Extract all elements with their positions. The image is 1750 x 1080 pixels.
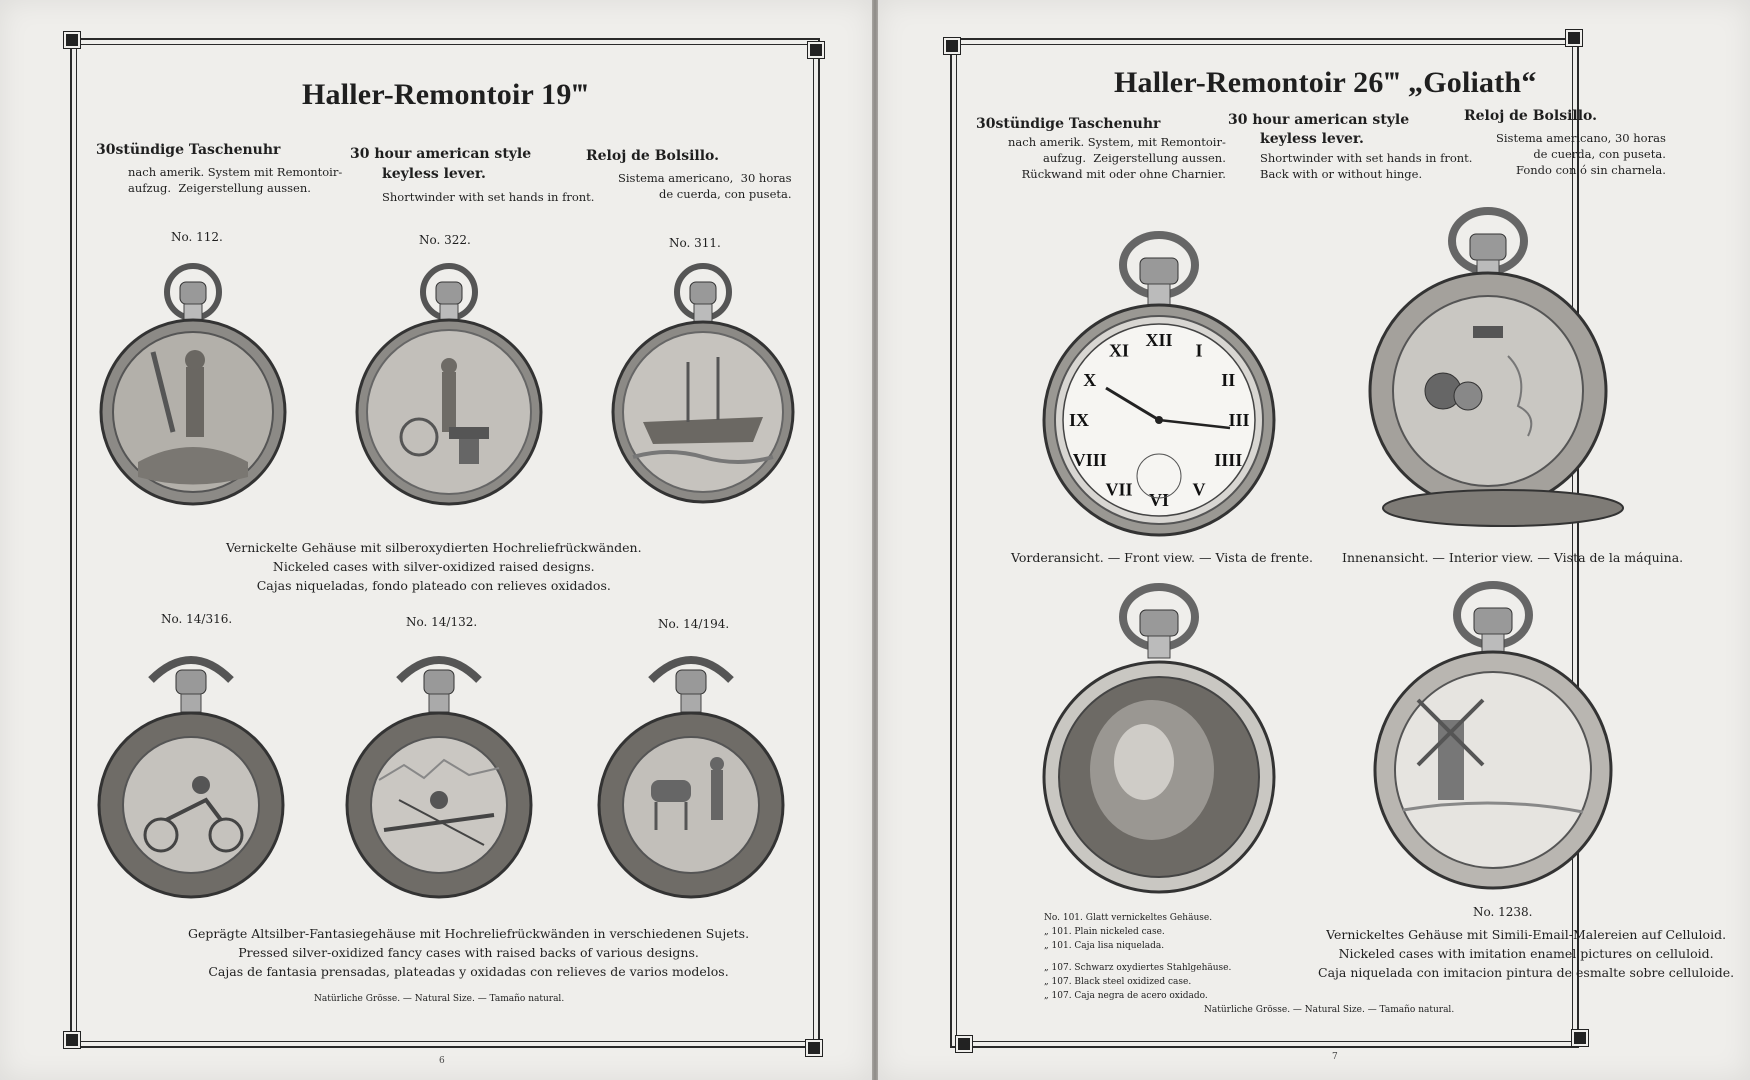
dial-numeral: II: [1221, 370, 1236, 390]
column-heading-english: 30 hour american style: [1228, 112, 1410, 128]
page-number: 6: [439, 1056, 445, 1066]
page-number: 7: [1332, 1052, 1338, 1062]
dial-numeral: XII: [1145, 330, 1173, 350]
pocket-watch-motorcyclist: [96, 640, 286, 910]
pocket-watch-plain-case: [1034, 582, 1284, 902]
corner-ornament: [64, 1032, 80, 1048]
list-item: „ 101. Plain nickeled case.: [1044, 927, 1165, 937]
list-item: „ 101. Caja lisa niquelada.: [1044, 941, 1165, 951]
corner-ornament: [806, 1040, 822, 1056]
dial-numeral: VI: [1148, 490, 1170, 510]
corner-ornament: [956, 1036, 972, 1052]
dial-numeral: VII: [1105, 479, 1133, 500]
item-number: No. 311.: [669, 236, 721, 250]
item-number: No. 14/194.: [658, 617, 730, 631]
item-number: No. 14/316.: [161, 612, 233, 626]
item-number: No. 14/132.: [406, 615, 478, 629]
list-item: „ 107. Caja negra de acero oxidado.: [1044, 991, 1208, 1001]
enamel-case-caption: Vernickeltes Gehäuse mit Simili-Email-Malereien auf Celluloid. Nickeled cases with imitation enamel pictures on celluloid. Caja niquelada con imitacion pintura de esmalte sobre celluloide.: [1318, 927, 1735, 980]
interior-view-caption: Innenansicht. — Interior view. — Vista de la máquina.: [1342, 550, 1684, 565]
catalog-page-right: [878, 0, 1750, 1080]
column-subheading-english: keyless lever.: [382, 166, 486, 182]
item-number: No. 112.: [171, 230, 223, 244]
column-heading-english: 30 hour american style: [350, 146, 532, 162]
column-heading-spanish: Reloj de Bolsillo.: [1464, 108, 1597, 124]
item-number: No. 1238.: [1473, 905, 1533, 919]
list-item: „ 107. Schwarz oxydiertes Stahlgehäuse.: [1044, 963, 1232, 973]
corner-ornament: [944, 38, 960, 54]
column-heading-german: 30stündige Taschenuhr: [96, 142, 281, 158]
pocket-watch-enamel-windmill: [1378, 580, 1628, 900]
pocket-watch-interior-view: [1378, 206, 1628, 546]
column-text-spanish: Sistema americano, 30 horas de cuerda, con puseta. Fondo con ó sin charnela.: [1496, 131, 1666, 177]
list-item: No. 101. Glatt vernickeltes Gehäuse.: [1044, 913, 1213, 923]
dial-numeral: VIII: [1072, 450, 1107, 470]
column-subheading-english: keyless lever.: [1260, 131, 1364, 147]
corner-ornament: [64, 32, 80, 48]
dial-numeral: XI: [1108, 340, 1130, 361]
dial-numeral: X: [1083, 370, 1097, 390]
pocket-watch-blacksmith: [354, 262, 544, 522]
list-item: „ 107. Black steel oxidized case.: [1044, 977, 1192, 987]
dial-numeral: V: [1192, 479, 1206, 500]
row2-caption: Geprägte Altsilber-Fantasiegehäuse mit Hochreliefrückwänden in verschiedenen Sujets. Pressed silver-oxidized fancy cases with raised backs of various designs. Cajas de fantasia prensadas, plateadas y oxidadas con relieves de varios modelos.: [188, 926, 750, 979]
corner-ornament: [808, 42, 824, 58]
size-note: Natürliche Grösse. — Natural Size. — Tamaño natural.: [1204, 1005, 1455, 1015]
page-title: Haller-Remontoir 19‴: [302, 78, 589, 111]
dial-numeral: III: [1228, 410, 1250, 430]
corner-ornament: [1572, 1030, 1588, 1046]
column-heading-spanish: Reloj de Bolsillo.: [586, 148, 719, 164]
pocket-watch-miner: [98, 262, 288, 522]
dial-numeral: IX: [1068, 410, 1090, 430]
plain-case-list: [1044, 911, 1231, 1003]
column-text-spanish: Sistema americano, 30 horas de cuerda, con puseta.: [618, 171, 792, 201]
column-text-german: nach amerik. System mit Remontoir- aufzug. Zeigerstellung aussen.: [128, 165, 343, 195]
item-number: No. 322.: [419, 233, 471, 247]
pocket-watch-hunters: [596, 640, 786, 910]
pocket-watch-front-view: [1034, 230, 1284, 550]
corner-ornament: [1566, 30, 1582, 46]
column-text-english: Shortwinder with set hands in front. Back with or without hinge.: [1260, 151, 1473, 181]
pocket-watch-steamship: [608, 262, 798, 522]
front-view-caption: Vorderansicht. — Front view. — Vista de frente.: [1011, 550, 1313, 565]
column-heading-german: 30stündige Taschenuhr: [976, 116, 1161, 132]
pocket-watch-rower: [344, 640, 534, 910]
column-text-english: Shortwinder with set hands in front.: [382, 190, 595, 204]
dial-numeral: I: [1195, 340, 1203, 361]
catalog-page-left: [0, 0, 872, 1080]
row1-caption: Vernickelte Gehäuse mit silberoxydierten Hochreliefrückwänden. Nickeled cases with silver-oxidized raised designs. Cajas niqueladas, fondo plateado con relieves oxidados.: [226, 540, 642, 593]
page-title: Haller-Remontoir 26‴ „Goliath“: [1114, 66, 1537, 99]
dial-numeral: IIII: [1214, 450, 1243, 470]
size-note: Natürliche Grösse. — Natural Size. — Tamaño natural.: [314, 994, 565, 1004]
column-text-german: nach amerik. System, mit Remontoir- aufzug. Zeigerstellung aussen. Rückwand mit oder ohne Charnier.: [1008, 135, 1226, 181]
